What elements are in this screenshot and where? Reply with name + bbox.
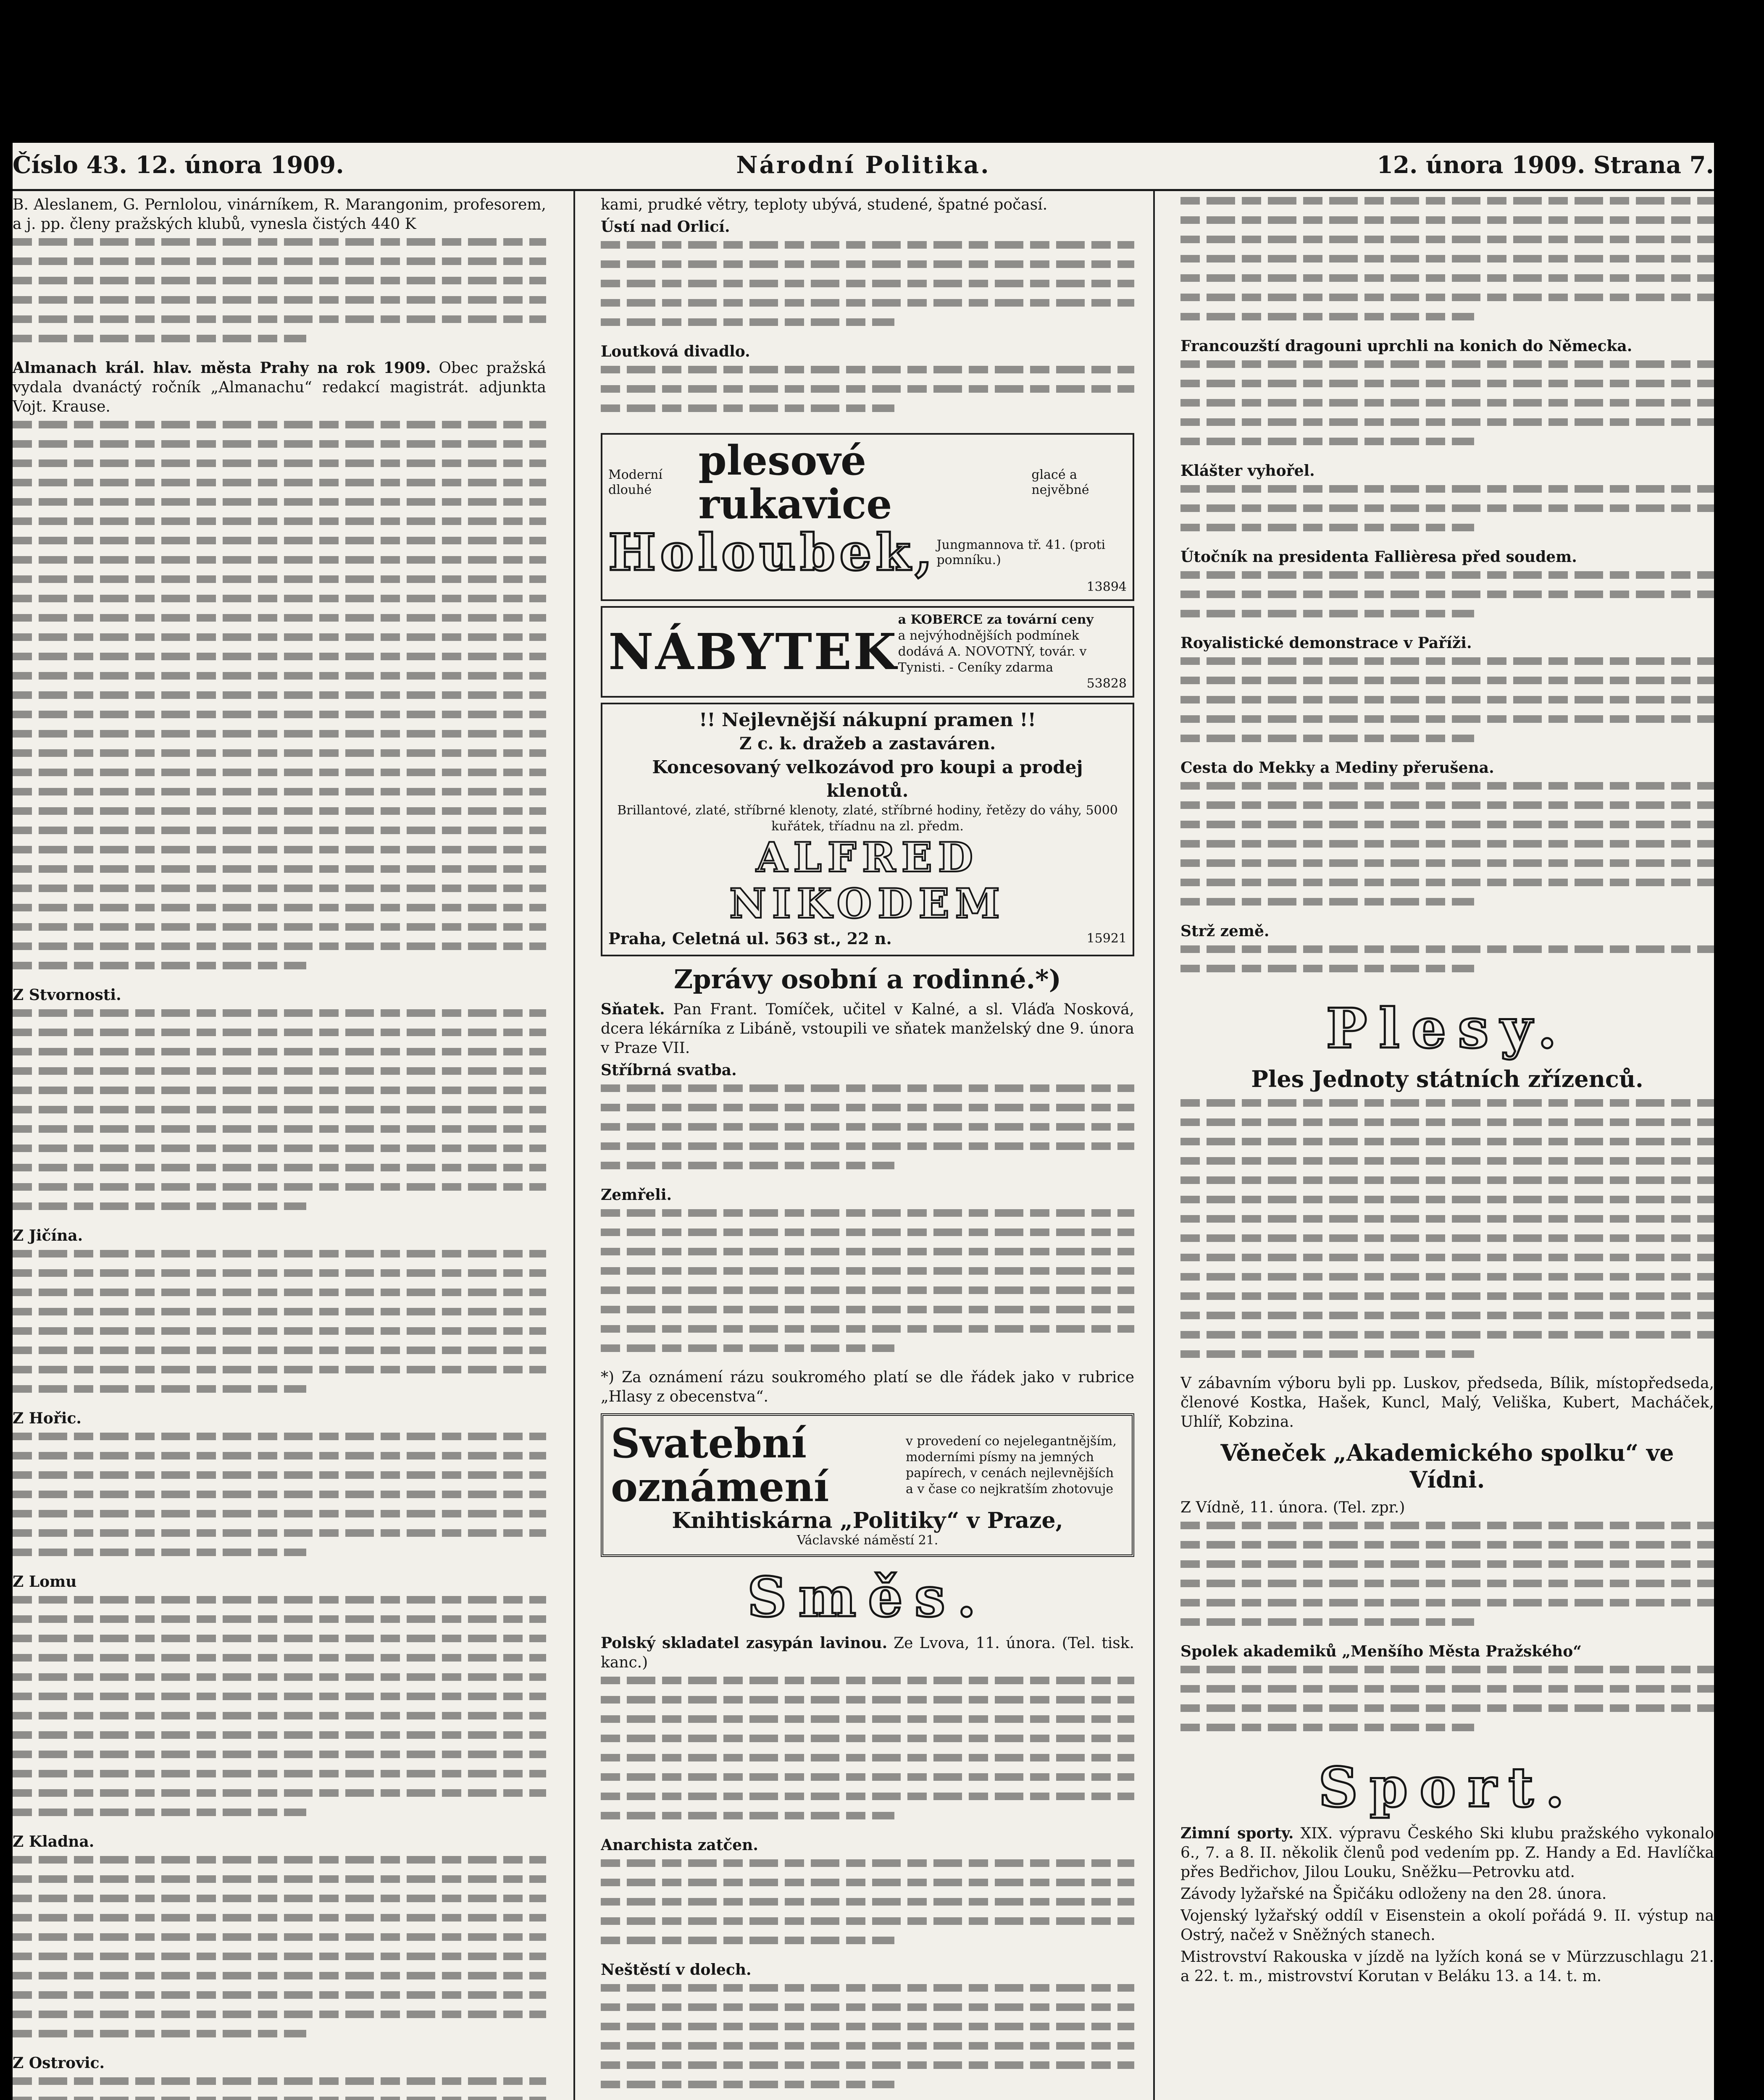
ad-row: [608, 439, 1127, 526]
article-body: Ze Lvova, 11. února. (Tel. tisk. kanc.): [601, 1635, 1134, 1671]
article-heading: Zemřeli.: [601, 1186, 672, 1204]
article-heading: Stříbrná svatba.: [601, 1061, 737, 1079]
article-block: [13, 1226, 546, 1409]
article-block: [601, 1633, 1134, 1835]
ad-text: v provedení co nejelegantnějším, moderními písmy na jemných papírech, v cenách nejlevnějších a v čase co nejkratším zhotovuje: [906, 1434, 1117, 1496]
article-text: [13, 985, 546, 1005]
article-text: [13, 2053, 546, 2073]
article-text: [601, 1960, 1134, 1980]
column-2: [601, 195, 1134, 2100]
article-heading: Útočník na presidenta Fallièresa před soudem.: [1180, 548, 1577, 566]
illegible-text: [601, 1675, 1134, 1835]
illegible-text: [1180, 656, 1714, 758]
article-block: [1180, 1642, 1714, 1747]
article-text: [1180, 921, 1714, 941]
ad-address: Praha, Celetná ul. 563 st., 22 n.: [608, 929, 892, 948]
ad-number: 15921: [1086, 931, 1127, 946]
article-heading: Věneček „Akademického spolku“ ve Vídni.: [1220, 1439, 1674, 1493]
article-block: [13, 195, 546, 358]
ad-row: [608, 523, 1127, 582]
ad-headline-group: [611, 1422, 829, 1509]
article-block: [1180, 1498, 1714, 1642]
issue-number-date: Číslo 43. 12. února 1909.: [13, 151, 344, 179]
masthead-title: Národní Politika.: [736, 151, 991, 179]
article-body: XIX. výpravu Českého Ski klubu pražského vykonalo 6., 7. a 8. II. několik členů pod vedením pp. Z. Handy a Ed. Havlíčka přes Bedřichov, Jilou Louku, Sněžku—Petrovku atd.: [1180, 1825, 1714, 1881]
article-block: [1180, 921, 1714, 988]
advertisement-holoubek: [601, 433, 1134, 601]
illegible-text: [13, 419, 546, 985]
illegible-text: [601, 364, 1134, 428]
page-date-number: 12. února 1909. Strana 7.: [1377, 151, 1714, 179]
ad-text: a KOBERCE za tovární ceny: [898, 612, 1094, 627]
article-text: [1180, 1642, 1714, 1662]
ad-text: Moderní dlouhé: [608, 467, 662, 497]
article-text: [1180, 1824, 1714, 1882]
illegible-text: [13, 236, 546, 358]
article-heading: Z Ostrovic.: [13, 2054, 105, 2072]
ad-row: [608, 612, 1127, 692]
article-block: [1180, 758, 1714, 921]
article-text: [13, 1832, 546, 1852]
article-heading: Anarchista zatčen.: [601, 1836, 758, 1854]
article-text: [601, 217, 1134, 237]
illegible-text: [1180, 944, 1714, 988]
article-heading: Loutková divadlo.: [601, 343, 750, 360]
article-body: Pan Frant. Tomíček, učitel v Kalné, a sl. Vláďa Nosková, dcera lékárníka z Libáně, vstoupili ve sňatek manželský dne 9. února v Praze VII.: [601, 1001, 1134, 1057]
article-text: Závody lyžařské na Špičáku odloženy na den 28. února.: [1180, 1885, 1607, 1903]
article-block: [1180, 547, 1714, 633]
article-heading: Z Kladna.: [13, 1833, 95, 1851]
column-divider: [1153, 191, 1155, 2100]
illegible-text: [1180, 570, 1714, 633]
column-divider: [573, 191, 575, 2100]
article-text: Mistrovství Rakouska v jízdě na lyžích koná se v Mürzzuschlagu 21. a 22. t. m., mistrovství Korutan v Beláku 13. a 14. t. m.: [1180, 1948, 1714, 1985]
article-block: [1180, 195, 1714, 336]
article-text: [13, 1409, 546, 1428]
ad-number: 53828: [1086, 676, 1127, 691]
illegible-text: [13, 1431, 546, 1572]
page-header: [13, 143, 1714, 191]
ad-text-group: [898, 612, 1127, 692]
illegible-text: [601, 1858, 1134, 1960]
article-block: [1180, 1097, 1714, 1432]
column-1: [13, 195, 546, 2100]
article-block: [1180, 1824, 1714, 1986]
article-text: V zábavním výboru byli pp. Luskov, předseda, Bílik, místopředseda, členové Kostka, Hašek, Kuncl, Malý, Veliška, Kubert, Macháček, Uhlíř, Kobzina.: [1180, 1375, 1714, 1431]
article-heading: Neštěstí v dolech.: [601, 1961, 752, 1979]
section-heading: Sport.: [1318, 1755, 1576, 1819]
ad-brand: Holoubek,: [608, 523, 937, 582]
illegible-text: [13, 1248, 546, 1409]
illegible-text: [601, 239, 1134, 342]
ad-text: a nejvýhodnějších podmínek dodává A. NOVOTNÝ, továr. v Tynisti. - Ceníky zdarma: [898, 628, 1087, 675]
section-heading: Zprávy osobní a rodinné.*): [674, 964, 1061, 995]
illegible-text: [601, 1208, 1134, 1368]
article-text: [601, 1000, 1134, 1058]
article-text: [601, 1185, 1134, 1205]
illegible-text: [1180, 1097, 1714, 1374]
article-text: [601, 342, 1134, 362]
illegible-text: [13, 2076, 546, 2100]
article-heading: Z Lomu: [13, 1573, 77, 1591]
ad-row: [611, 1422, 1124, 1509]
article-body: Obec pražská vydala dvanáctý ročník „Almanachu“ redakcí magistrát. adjunkta Vojt. Krause.: [13, 360, 546, 415]
article-block: [601, 1835, 1134, 1960]
ad-address: Václavské náměstí 21.: [797, 1533, 939, 1548]
article-heading: Polský skladatel zasypán lavinou.: [601, 1634, 888, 1652]
section-heading: Směs.: [747, 1565, 988, 1629]
article-heading: Klášter vyhořel.: [1180, 462, 1315, 480]
article-heading: Ples Jednoty státních zřízenců.: [1251, 1066, 1643, 1092]
article-text: Z Vídně, 11. února. (Tel. zpr.): [1180, 1499, 1405, 1516]
advertisement-svatebni-oznameni: [601, 1413, 1134, 1557]
article-heading: Z Jičína.: [13, 1227, 83, 1244]
article-text: [1180, 633, 1714, 653]
article-block: [13, 358, 546, 985]
article-block: [13, 985, 546, 1226]
ad-text: Z c. k. dražeb a zastaváren.: [739, 734, 996, 753]
footnote: *) Za oznámení rázu soukromého platí se dle řádek jako v rubrice „Hlasy z obecenstva“.: [601, 1369, 1134, 1405]
illegible-text: [13, 1008, 546, 1226]
ad-number: 13894: [1086, 580, 1127, 594]
section-heading: Plesy.: [1326, 996, 1569, 1060]
ad-row: [608, 927, 1127, 950]
ad-headline: oznámení: [611, 1463, 829, 1511]
ad-headline: Svatební: [611, 1420, 807, 1467]
article-text: [13, 358, 546, 417]
article-heading: Sňatek.: [601, 1000, 665, 1018]
ad-address: Jungmannova tř. 41. (proti pomníku.): [936, 538, 1106, 567]
article-heading: Cesta do Mekky a Mediny přerušena.: [1180, 759, 1494, 777]
column-3: [1180, 195, 1714, 2100]
ad-brand: Knihtiskárna „Politiky“ v Praze,: [672, 1508, 1063, 1533]
article-text: [1180, 758, 1714, 778]
article-text: [601, 1060, 1134, 1080]
ad-text: !! Nejlevnější nákupní pramen !!: [699, 709, 1036, 731]
article-heading: Z Stvornosti.: [13, 986, 121, 1004]
illegible-text: [13, 1854, 546, 2053]
illegible-text: [601, 1083, 1134, 1185]
ad-text: Koncesovaný velkozávod pro koupi a prodej klenotů.: [652, 757, 1083, 801]
illegible-text: [1180, 1664, 1714, 1747]
article-text: [601, 1633, 1134, 1672]
article-heading: Almanach král. hlav. města Prahy na rok 1909.: [13, 359, 431, 377]
article-block: [601, 1185, 1134, 1368]
illegible-text: [13, 1594, 546, 1832]
article-block: [1180, 461, 1714, 547]
illegible-text: [1180, 483, 1714, 547]
article-block: [13, 1832, 546, 2053]
advertisement-alfred-nikodem: [601, 703, 1134, 956]
article-block: [1180, 336, 1714, 461]
article-heading: Spolek akademiků „Menšího Města Pražského“: [1180, 1643, 1582, 1660]
article-block: [13, 1572, 546, 1832]
article-heading: Z Hořic.: [13, 1410, 81, 1427]
illegible-text: [1180, 359, 1714, 461]
illegible-text: [1180, 195, 1714, 336]
article-heading: Strž země.: [1180, 922, 1270, 940]
illegible-text: [601, 1982, 1134, 2100]
article-text: [1180, 461, 1714, 481]
article-block: [601, 195, 1134, 215]
illegible-text: [1180, 1520, 1714, 1642]
ad-brand: ALFRED NIKODEM: [729, 834, 1006, 927]
article-heading: Royalistické demonstrace v Paříži.: [1180, 634, 1472, 652]
article-text: [601, 1835, 1134, 1855]
article-text: B. Aleslanem, G. Pernlolou, vinárníkem, R. Marangonim, profesorem, a j. pp. členy pražských klubů, vynesla čistých 440 K: [13, 196, 546, 233]
advertisement-nabytek: [601, 606, 1134, 698]
article-block: [13, 1409, 546, 1572]
article-block: [1180, 633, 1714, 758]
ad-headline: plesové rukavice: [698, 437, 892, 528]
article-text: kami, prudké větry, teploty ubývá, studené, špatné počasí.: [601, 196, 1048, 213]
article-text: [1180, 336, 1714, 356]
ad-text: glacé a nejvěbné: [1031, 467, 1089, 497]
article-text: [13, 1572, 546, 1592]
illegible-text: [1180, 780, 1714, 921]
article-text: Vojenský lyžařský oddíl v Eisenstein a okolí pořádá 9. II. výstup na Ostrý, načež v Sněžných stanech.: [1180, 1907, 1714, 1944]
newspaper-sheet: [13, 143, 1714, 2100]
article-block: [601, 1960, 1134, 2100]
article-text: [1180, 547, 1714, 567]
article-block: [601, 1060, 1134, 1185]
article-block: [601, 217, 1134, 342]
article-text: [13, 1226, 546, 1246]
article-heading: Zimní sporty.: [1180, 1824, 1294, 1842]
ad-brand: NÁBYTEK: [608, 622, 898, 681]
article-block: [601, 1000, 1134, 1058]
article-heading: Francouzští dragouni uprchli na konich do Německa.: [1180, 337, 1633, 355]
ad-text: Brillantové, zlaté, stříbrné klenoty, zlaté, stříbrné hodiny, řetězy do váhy, 5000 kuřátek, tříadnu na zl. předm.: [617, 803, 1118, 834]
article-block: [13, 2053, 546, 2100]
article-heading: Ústí nad Orlicí.: [601, 218, 730, 236]
article-block: [601, 342, 1134, 428]
